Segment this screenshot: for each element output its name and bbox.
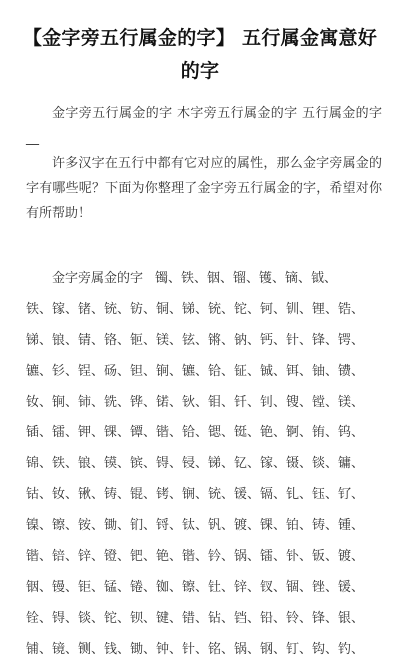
character-list-line — [26, 261, 386, 292]
article-title: 【金字旁五行属金的字】 五行属金寓意好的字 — [22, 27, 378, 82]
character-list-line: 铁、镓、锗、铳、钫、铜、锑、铳、铊、钶、钏、锂、锆、 — [26, 301, 365, 317]
character-list-line: 锸、镭、钾、锞、镡、锴、铪、锶、铤、铯、锕、铕、钨、 — [26, 425, 365, 441]
intro-paragraph: 许多汉字在五行中都有它对应的属性，那么金字旁属金的字有哪些呢？下面为你整理了金字旁五行属金的字，希望对你有所帮助！ — [26, 156, 382, 221]
character-list-line: 钴、钕、锹、铸、锟、铐、锎、铳、锾、镉、钆、钰、钌、 — [26, 487, 365, 503]
character-list-line: 钕、锏、铈、铣、铧、锘、钬、钼、钎、钊、锼、镗、镁、 — [26, 394, 365, 410]
character-list-chars: 镯、铁、铟、镏、镬、镝、钺、 — [155, 270, 338, 286]
character-list-line: 铨、锝、锬、铊、钡、键、错、钻、铛、铅、铃、锋、银、 — [26, 610, 365, 626]
character-list-line: 铟、镘、钜、锰、锩、铷、镲、钍、锌、钗、锢、锉、锾、 — [26, 579, 365, 595]
character-list-line: 锦、铁、锒、镆、镔、锝、锓、锑、钇、镓、镊、锬、镛、 — [26, 456, 365, 472]
character-list-line: 镍、镲、铵、锄、钔、锊、钛、钒、镀、锞、铂、铸、锺、 — [26, 518, 365, 534]
intro-keywords-paragraph: 金字旁五行属金的字 木字旁五行属金的字 五行属金的字__ — [26, 106, 382, 146]
character-list-line: 锑、锒、锖、铬、钷、镁、铉、锵、钠、钙、针、锋、锷、 — [26, 332, 365, 348]
character-list-line: 锴、锫、锌、镫、钯、铯、锴、钤、锅、镭、钋、钣、镀、 — [26, 548, 365, 564]
character-list-label: 金字旁属金的字 — [52, 270, 144, 286]
character-list-line: 镳、钐、锃、砀、钽、锏、镳、铪、钲、铖、铒、铀、镄、 — [26, 363, 365, 379]
character-list — [26, 261, 386, 663]
character-list-line: 铺、镜、铡、钱、锄、钟、针、铭、锅、钢、钉、钩、钓、 — [26, 641, 365, 657]
